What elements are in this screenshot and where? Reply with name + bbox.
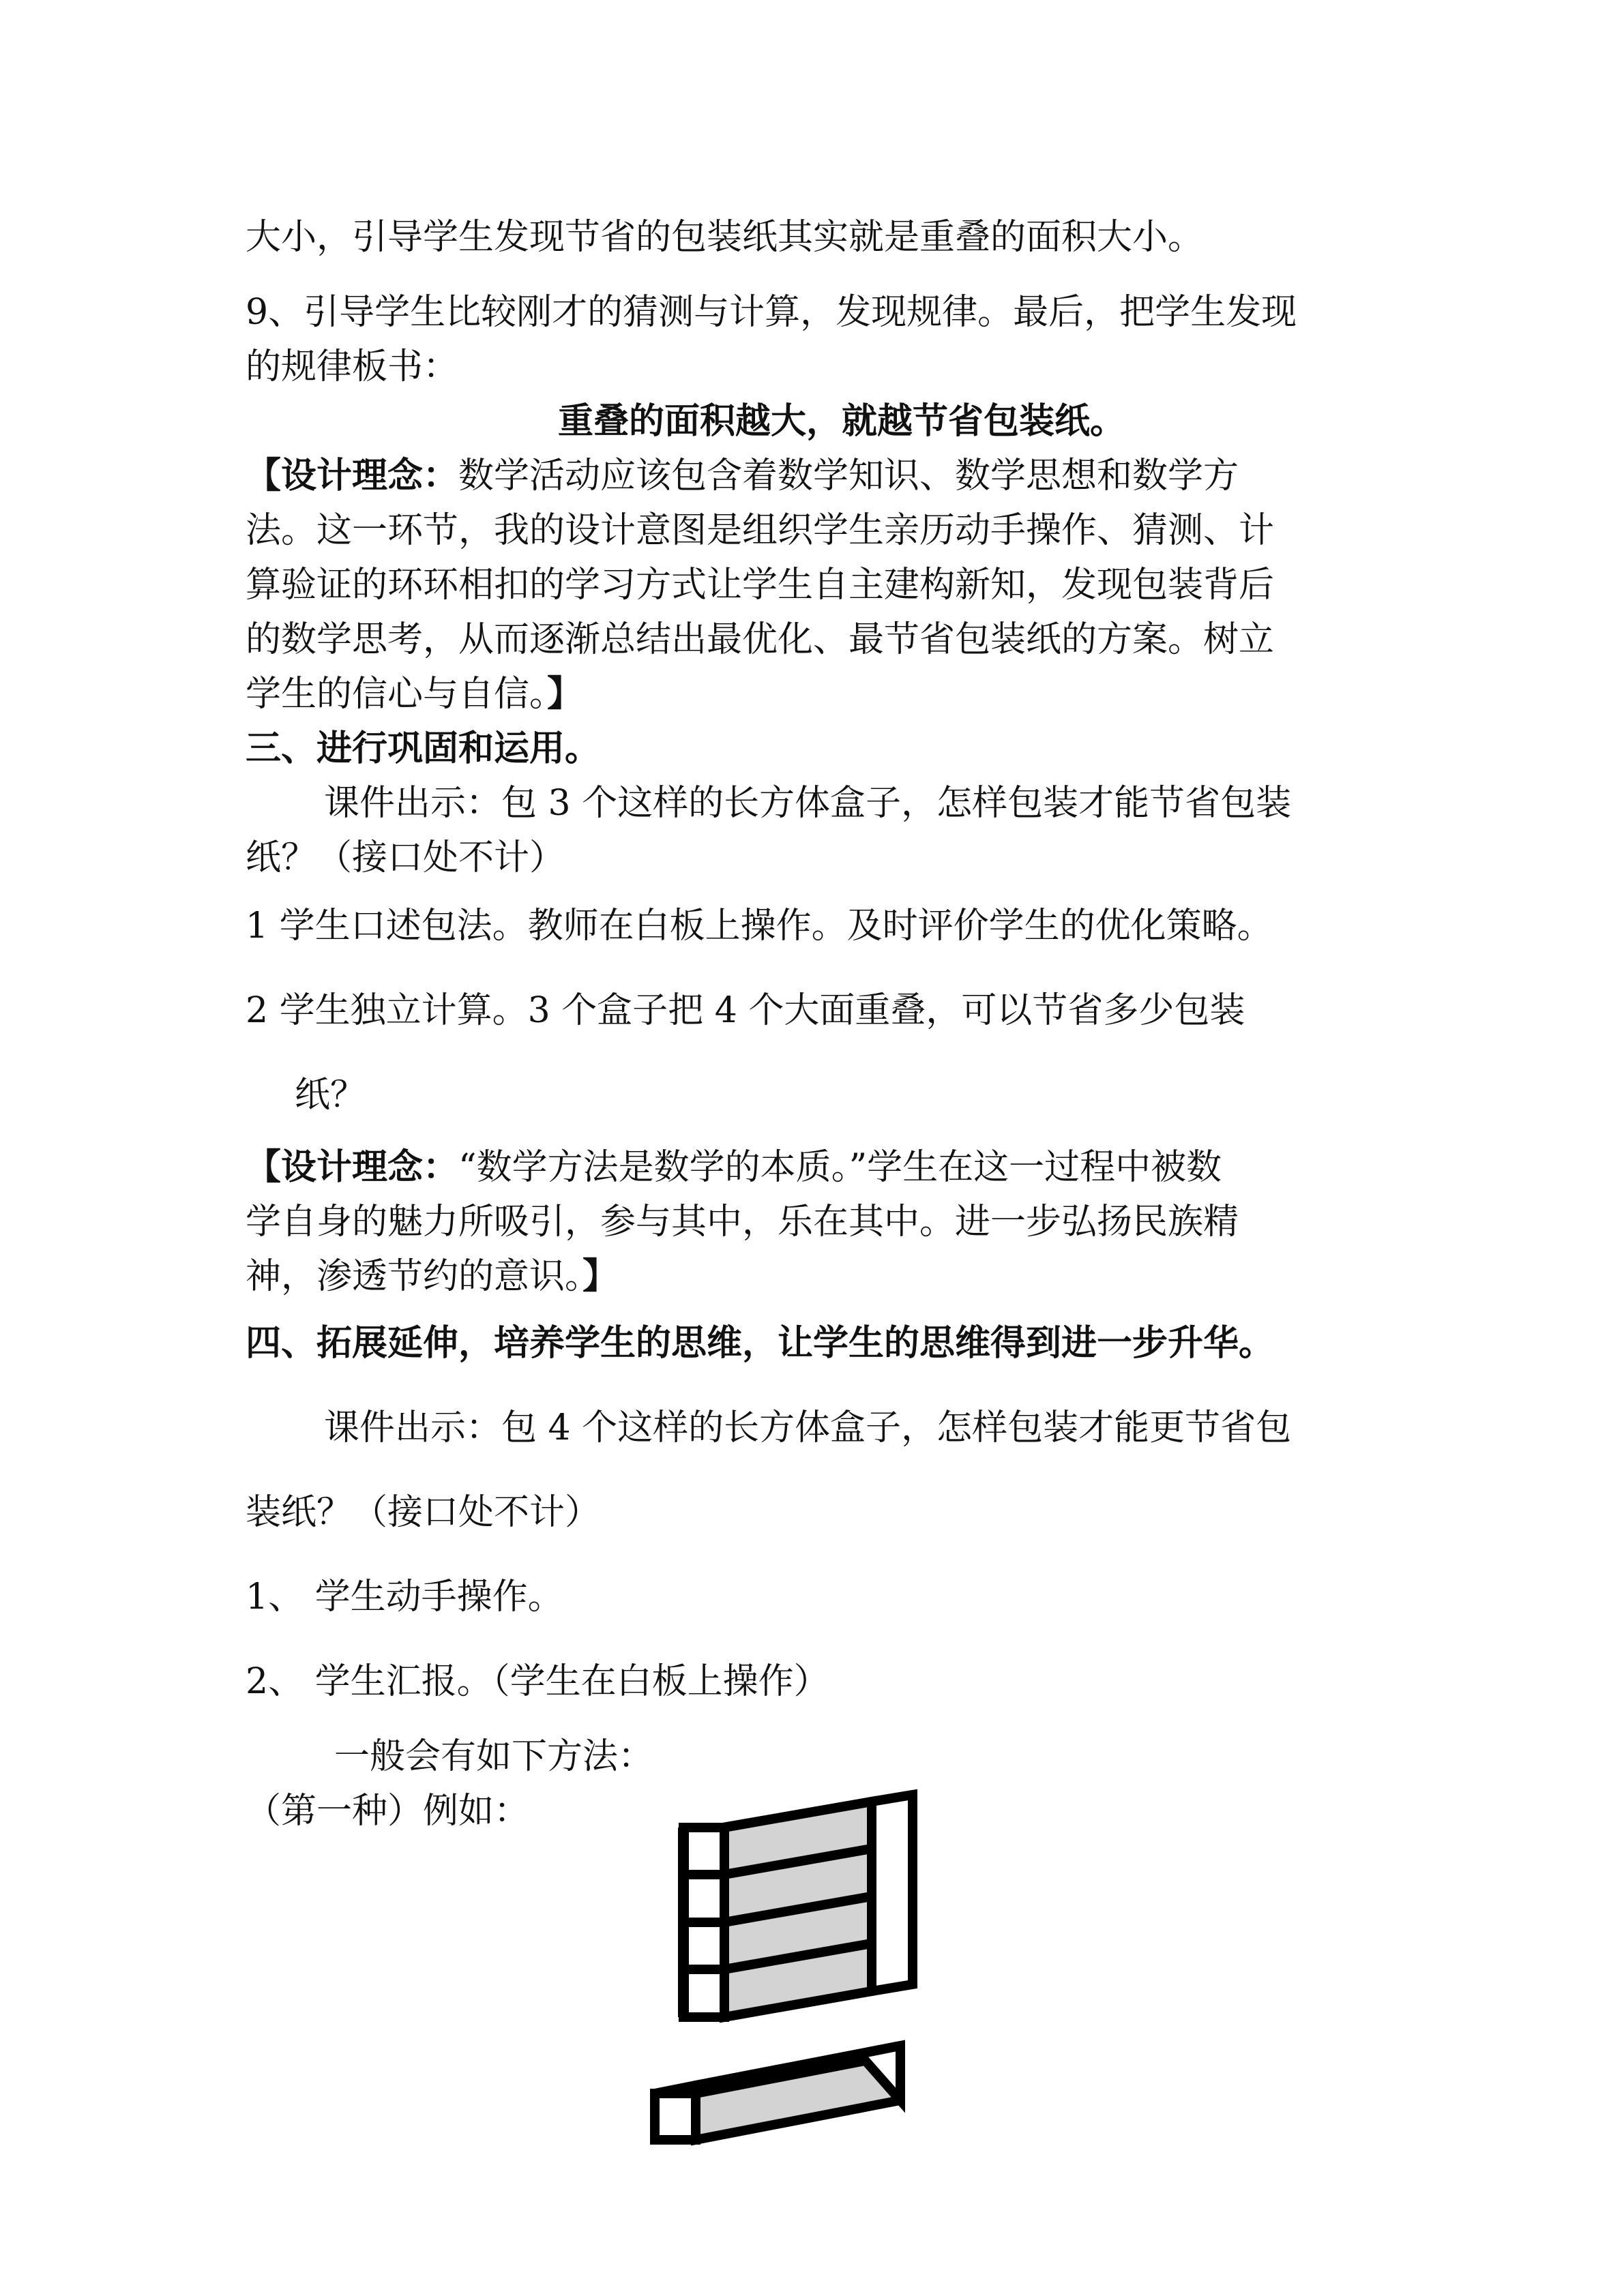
paragraph-line: 课件出示：包 4 个这样的长方体盒子，怎样包装才能更节省包: [324, 1407, 1292, 1448]
box-end-face: [683, 1969, 724, 2017]
design-note-line: [246, 1255, 619, 1297]
paragraph-line: 法。这一环节，我的设计意图是组织学生亲历动手操作、猜测、计: [246, 510, 1275, 551]
design-note-line: [246, 455, 1239, 496]
paragraph-line: 课件出示：包 3 个这样的长方体盒子，怎样包装才能节省包装: [324, 783, 1292, 824]
list-item: 1 学生口述包法。教师在白板上操作。及时评价学生的优化策略。: [246, 906, 1273, 946]
rule-highlight: 重叠的面积越大，就越节省包装纸。: [558, 400, 1126, 442]
design-note-text: “数学方法是数学的本质。”学生在这一过程中被数: [458, 1147, 1222, 1188]
box-end-face: [683, 1922, 724, 1969]
design-note-close: 】: [582, 1255, 619, 1297]
paragraph-line: 的数学思考，从而逐渐总结出最优化、最节省包装纸的方案。树立: [246, 619, 1275, 660]
section-heading: 四、拓展延伸，培养学生的思维，让学生的思维得到进一步升华。: [246, 1322, 1275, 1364]
example-label: （第一种）例如：: [246, 1791, 530, 1832]
section-heading: 三、进行巩固和运用。: [246, 728, 601, 769]
stacked-boxes-figure: [641, 1773, 928, 2155]
paragraph-line: 的规律板书：: [246, 346, 459, 387]
design-note-label: 【设计理念：: [246, 455, 459, 496]
design-note-close: 】: [547, 673, 583, 715]
box-end-face: [683, 1875, 724, 1922]
design-note-text: 数学活动应该包含着数学知识、数学思想和数学方: [458, 456, 1239, 496]
paragraph-line: 大小，引导学生发现节省的包装纸其实就是重叠的面积大小。: [246, 217, 1204, 258]
single-box-end-face: [655, 2093, 696, 2140]
paragraph-line: 学自身的魅力所吸引，参与其中，乐在其中。进一步弘扬民族精: [246, 1202, 1239, 1242]
list-item-continuation: 纸？: [295, 1075, 366, 1116]
paragraph-line: 纸？（接口处不计）: [246, 837, 565, 878]
box-end-face: [683, 1828, 724, 1875]
paragraph-line: 装纸？（接口处不计）: [246, 1492, 601, 1533]
list-item: 2、 学生汇报。（学生在白板上操作）: [246, 1661, 829, 1702]
design-note-label: 【设计理念：: [246, 1146, 459, 1188]
design-note-line: [246, 673, 583, 715]
paragraph-line: 9、引导学生比较刚才的猜测与计算，发现规律。最后，把学生发现: [246, 292, 1297, 333]
list-item: 1、 学生动手操作。: [246, 1577, 563, 1617]
design-note-text: 神，渗透节约的意识。: [246, 1256, 583, 1297]
paragraph-line: 一般会有如下方法：: [334, 1736, 654, 1777]
list-item: 2 学生独立计算。3 个盒子把 4 个大面重叠，可以节省多少包装: [246, 990, 1245, 1031]
paragraph-line: 算验证的环环相扣的学习方式让学生自主建构新知，发现包装背后: [246, 565, 1275, 606]
design-note-text: 学生的信心与自信。: [246, 674, 548, 715]
stack-right-face: [872, 1795, 913, 1991]
design-note-line: [246, 1146, 1222, 1188]
